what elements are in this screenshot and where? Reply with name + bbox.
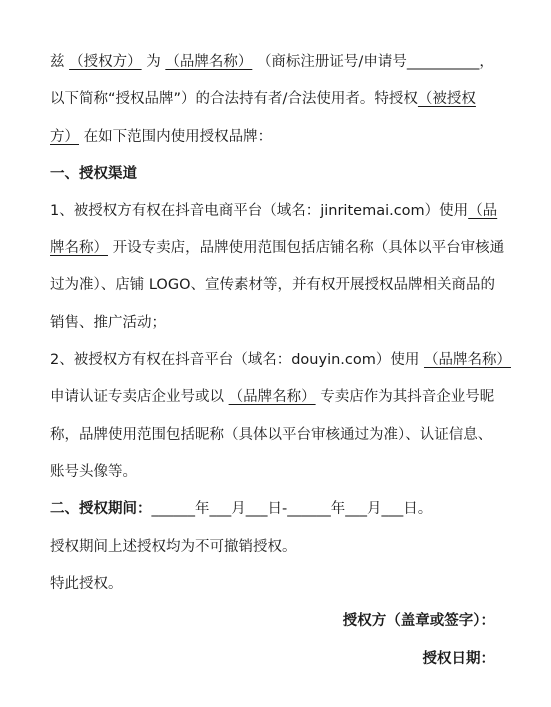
brand-name-placeholder: （品牌名称） (165, 54, 253, 70)
authorization-period: ______年___月___日-______年___月___日。 (151, 501, 433, 517)
brand-name-placeholder-end: 牌名称） (50, 240, 108, 256)
authorization-date-label: 授权日期： (422, 651, 495, 667)
grantee-placeholder-end: 方） (50, 129, 79, 145)
grantee-placeholder: （被授权 (417, 91, 476, 107)
grantor-placeholder: （授权方） (69, 54, 142, 70)
section-1-item-2-line-1: 2、被授权方有权在抖音平台（域名：douyin.com）使用 （品牌名称） (50, 352, 511, 368)
section-1-item-1-line-1: 1、被授权方有权在抖音电商平台（域名：jinritemai.com）使用（品 (50, 203, 498, 219)
section-1-item-1-line-4: 销售、推广活动； (50, 315, 166, 331)
closing-statement: 特此授权。 (50, 576, 123, 592)
section-2-heading: 二、授权期间： (50, 501, 152, 517)
section-2-heading-line (50, 498, 510, 520)
section-1-item-2-line-3: 称，品牌使用范围包括昵称（具体以平台审核通过为准）、认证信息、 (50, 427, 493, 443)
intro-line-1: 兹 （授权方） 为 （品牌名称） （商标注册证号/申请号__________， (50, 54, 494, 70)
section-1-item-2-line-2: 申请认证专卖店企业号或以 （品牌名称） 专卖店作为其抖音企业号昵 (50, 389, 495, 405)
grantor-signature-label: 授权方（盖章或签字）： (342, 613, 495, 629)
section-1-item-1-line-2: 牌名称） 开设专卖店，品牌使用范围包括店铺名称（具体以平台审核通 (50, 240, 505, 256)
section-1-item-2-line-4: 账号头像等。 (50, 464, 137, 480)
section-1-heading: 一、授权渠道 (50, 166, 137, 182)
section-1-item-1-line-3: 过为准）、店铺 LOGO、宣传素材等，并有权开展授权品牌相关商品的 (50, 277, 495, 293)
brand-name-placeholder: （品 (468, 203, 498, 219)
intro-line-2: 以下简称“授权品牌”）的合法持有者/合法使用者。特授权（被授权 (50, 91, 476, 107)
irrevocable-statement: 授权期间上述授权均为不可撤销授权。 (50, 539, 297, 555)
brand-name-placeholder: （品牌名称） (228, 389, 316, 405)
brand-name-placeholder: （品牌名称） (423, 352, 511, 368)
intro-line-3: 方） 在如下范围内使用授权品牌： (50, 129, 273, 145)
